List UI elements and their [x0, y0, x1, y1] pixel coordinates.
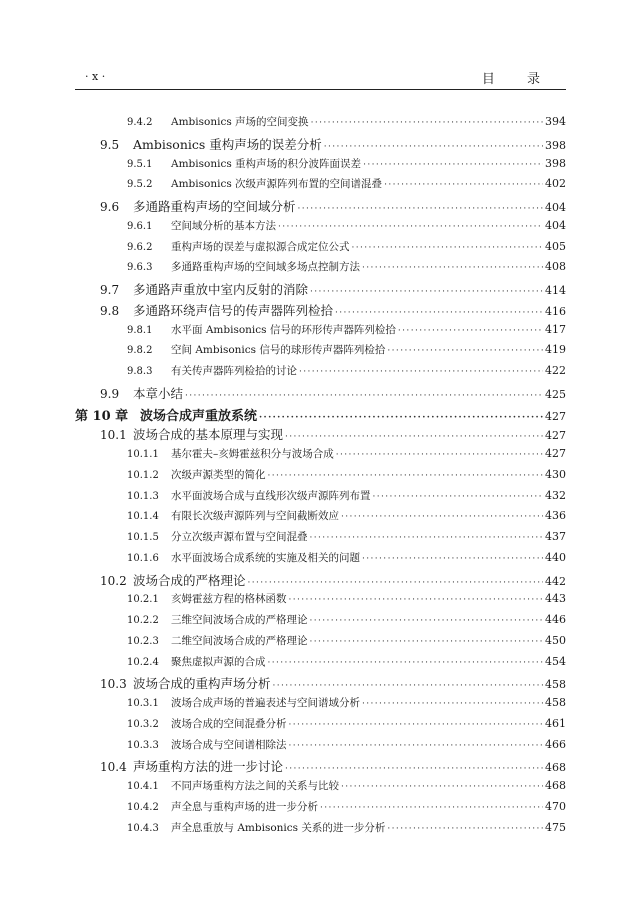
- dot-leader: [289, 741, 544, 751]
- toc-entry-title: 分立次级声源布置与空间混叠: [171, 531, 308, 543]
- toc-entry-page: 437: [545, 530, 566, 543]
- toc-entry-number: 9.8.2: [127, 345, 153, 357]
- toc-entry-title: 不同声场重构方法之间的关系与比较: [171, 780, 339, 792]
- dot-leader: [310, 287, 543, 297]
- toc-entry[interactable]: [75, 654, 566, 675]
- toc-entry[interactable]: [75, 239, 566, 260]
- dot-leader: [268, 658, 544, 668]
- toc-entry-number: 9.4.2: [127, 117, 153, 128]
- dot-leader: [311, 118, 543, 128]
- dot-leader: [362, 554, 543, 564]
- toc-entry[interactable]: [75, 633, 566, 654]
- toc-entry[interactable]: [75, 488, 566, 509]
- toc-entry[interactable]: [75, 674, 566, 695]
- toc-entry-page: 470: [545, 799, 566, 813]
- dot-leader: [310, 533, 544, 543]
- toc-entry-number: 10.4: [100, 760, 127, 775]
- toc-entry-title: 基尔霍夫–亥姆霍兹积分与波场合成: [171, 448, 334, 460]
- toc-entry-number: 10.4.2: [127, 801, 159, 813]
- dot-leader: [273, 681, 543, 691]
- toc-entry-page: 405: [545, 239, 566, 253]
- toc-entry-number: 10.3.2: [127, 718, 159, 730]
- toc-entry-page: 446: [545, 613, 566, 626]
- toc-entry-number: 9.6: [100, 200, 120, 214]
- toc-entry-number: 9.6.2: [127, 241, 153, 253]
- toc-entry-page: 454: [545, 654, 566, 668]
- toc-entry-title: 多通路环绕声信号的传声器阵列检拾: [133, 302, 334, 318]
- toc-entry-page: 414: [545, 284, 566, 297]
- toc-entry-number: 10.1.4: [127, 511, 159, 523]
- toc-entry-number: 10.4.3: [127, 822, 159, 834]
- toc-entry-title: 水平面 Ambisonics 信号的环形传声器阵列检拾: [171, 323, 396, 336]
- toc-entry[interactable]: [75, 280, 566, 301]
- toc-entry[interactable]: [75, 508, 566, 529]
- toc-entry-page: 442: [545, 574, 566, 588]
- toc-entry-title: 水平面波场合成系统的实施及相关的问题: [171, 551, 360, 564]
- dot-leader: [324, 142, 543, 152]
- toc-entry-page: 468: [545, 779, 566, 792]
- toc-entry-title: 空间 Ambisonics 信号的球形传声器阵列检拾: [171, 344, 386, 357]
- toc-entry-page: 461: [545, 716, 566, 730]
- toc-entry-number: 9.5.2: [127, 179, 153, 191]
- toc-entry-title: 多通路重构声场的空间域分析: [133, 199, 296, 214]
- toc-entry[interactable]: [75, 591, 566, 612]
- toc-entry-number: 10.3.3: [127, 739, 159, 751]
- toc-entry-page: 419: [545, 343, 566, 357]
- toc-entry-title: 波场合成的重构声场分析: [133, 676, 271, 692]
- toc-entry-title: 有关传声器阵列检拾的讨论: [171, 365, 297, 377]
- toc-entry[interactable]: [75, 820, 566, 841]
- dot-leader: [398, 326, 543, 336]
- toc-entry-page: 408: [545, 260, 566, 274]
- toc-entry-title: Ambisonics 重构声场的积分波阵面误差: [171, 157, 362, 170]
- toc-entry[interactable]: [75, 571, 566, 592]
- toc-entry[interactable]: [75, 467, 566, 488]
- dot-leader: [310, 637, 544, 647]
- toc-entry-title: Ambisonics 次级声源阵列布置的空间谱混叠: [171, 178, 383, 191]
- toc-entry[interactable]: [75, 778, 566, 799]
- dot-leader: [384, 180, 543, 190]
- toc-entry-number: 9.8.3: [127, 366, 153, 377]
- toc-entry-page: 425: [545, 387, 566, 401]
- toc-entry[interactable]: [75, 799, 566, 820]
- toc-entry-title: 多通路重构声场的空间域多场点控制方法: [171, 261, 360, 274]
- toc-entry-title: 声全息与重构声场的进一步分析: [171, 800, 318, 813]
- toc-entry-number: 10.2.3: [127, 635, 159, 647]
- toc-entry-page: 402: [545, 177, 566, 191]
- toc-entry-page: 427: [545, 447, 566, 460]
- toc-entry-title: 三维空间波场合成的严格理论: [171, 614, 308, 626]
- toc-entry-title: 重构声场的误差与虚拟源合成定位公式: [171, 240, 350, 253]
- toc-entry[interactable]: [75, 757, 566, 778]
- dot-leader: [335, 308, 543, 318]
- dot-leader: [341, 782, 543, 792]
- toc-entry-title: 波场合成的空间混叠分析: [171, 717, 287, 730]
- toc-entry[interactable]: [75, 446, 566, 467]
- toc-entry-number: 9.5: [100, 137, 120, 152]
- header-rule: [75, 89, 566, 90]
- toc-entry-page: 450: [545, 633, 566, 647]
- toc-entry[interactable]: [75, 716, 566, 737]
- toc-entry[interactable]: [75, 363, 566, 384]
- toc-entry-number: 10.1.2: [127, 469, 159, 481]
- dot-leader: [362, 263, 543, 273]
- toc-entry[interactable]: [75, 384, 566, 405]
- toc-entry[interactable]: [75, 405, 566, 426]
- table-of-contents: [75, 114, 566, 840]
- toc-entry[interactable]: [75, 529, 566, 550]
- dot-leader: [298, 204, 543, 214]
- dot-leader: [285, 432, 543, 442]
- toc-entry-title: 聚焦虚拟声源的合成: [171, 655, 266, 668]
- toc-entry-number: 10.4.1: [127, 781, 159, 792]
- toc-entry-page: 432: [545, 488, 566, 502]
- toc-entry-title: 多通路声重放中室内反射的消除: [133, 282, 309, 297]
- toc-entry[interactable]: [75, 135, 566, 156]
- toc-entry-title: 波场合成与空间谱相除法: [171, 738, 287, 751]
- toc-entry[interactable]: [75, 156, 566, 177]
- dot-leader: [363, 160, 543, 170]
- toc-entry-page: 458: [545, 678, 566, 692]
- toc-entry-number: 9.6.3: [127, 262, 153, 274]
- toc-entry-page: 417: [545, 322, 566, 336]
- toc-entry-page: 422: [545, 364, 566, 377]
- toc-entry-title: 二维空间波场合成的严格理论: [171, 634, 308, 647]
- toc-entry-number: 9.6.1: [127, 220, 153, 232]
- toc-entry-title: 声全息重放与 Ambisonics 关系的进一步分析: [171, 821, 386, 834]
- toc-entry-number: 10.1.1: [127, 449, 159, 460]
- toc-entry-number: 10.2.4: [127, 656, 159, 668]
- toc-entry-title: 波场合成声场的普遍表述与空间谱域分析: [171, 697, 360, 709]
- toc-entry[interactable]: [75, 322, 566, 343]
- toc-entry-number: 9.8: [100, 303, 120, 318]
- dot-leader: [285, 764, 543, 774]
- dot-leader: [278, 222, 543, 232]
- toc-entry[interactable]: [75, 197, 566, 218]
- toc-entry[interactable]: [75, 301, 566, 322]
- toc-entry-page: 466: [545, 737, 566, 751]
- toc-entry[interactable]: [75, 342, 566, 363]
- toc-entry[interactable]: [75, 550, 566, 571]
- section-title: 目 录: [481, 72, 554, 87]
- toc-entry-number: 10.1.3: [127, 490, 159, 502]
- toc-entry-number: 10.1.5: [127, 532, 159, 543]
- page-number-roman: · x ·: [85, 70, 106, 83]
- toc-entry-page: 394: [545, 115, 566, 128]
- dot-leader: [299, 367, 543, 377]
- toc-entry-title: Ambisonics 重构声场的误差分析: [133, 136, 322, 152]
- toc-entry-page: 443: [545, 592, 566, 606]
- toc-entry[interactable]: [75, 114, 566, 135]
- toc-entry-title: 有限长次级声源阵列与空间截断效应: [171, 510, 339, 523]
- toc-entry-number: 10.3: [100, 677, 127, 692]
- toc-entry-title: 次级声源类型的简化: [171, 468, 266, 481]
- toc-entry-title: 波场合成的基本原理与实现: [133, 427, 284, 443]
- toc-entry-number: 9.5.1: [127, 158, 153, 170]
- toc-entry-page: 430: [545, 467, 566, 481]
- toc-entry-page: 468: [545, 761, 566, 775]
- toc-entry-number: 9.7: [100, 283, 120, 297]
- toc-entry-number: 9.9: [100, 386, 120, 401]
- dot-leader: [289, 595, 544, 605]
- toc-entry-title: 声场重构方法的进一步讨论: [133, 759, 284, 775]
- dot-leader: [310, 616, 544, 626]
- toc-entry-page: 458: [545, 696, 566, 709]
- toc-entry-page: 440: [545, 550, 566, 564]
- toc-entry[interactable]: [75, 176, 566, 197]
- toc-entry-number: 10.2.2: [127, 615, 159, 626]
- toc-entry-number: 10.1.6: [127, 552, 159, 564]
- toc-entry-number: 10.2.1: [127, 594, 159, 606]
- toc-entry-title: 水平面波场合成与直线形次级声源阵列布置: [171, 489, 371, 502]
- toc-entry[interactable]: [75, 259, 566, 280]
- dot-leader: [387, 346, 543, 356]
- toc-entry-title: Ambisonics 声场的空间变换: [171, 116, 309, 128]
- toc-entry-title: 亥姆霍兹方程的格林函数: [171, 593, 287, 606]
- dot-leader: [336, 450, 543, 460]
- toc-entry-page: 404: [545, 201, 566, 214]
- toc-entry-title: 波场合成的严格理论: [133, 572, 246, 588]
- toc-entry-number: 9.8.1: [127, 324, 153, 336]
- toc-entry-page: 427: [545, 429, 566, 443]
- toc-entry-page: 416: [545, 304, 566, 318]
- toc-entry-page: 398: [545, 156, 566, 170]
- toc-entry-number: 10.2: [100, 573, 127, 588]
- toc-entry-number: 10.3.1: [127, 698, 159, 709]
- toc-entry[interactable]: [75, 737, 566, 758]
- toc-entry-number: 10.1: [100, 428, 127, 443]
- dot-leader: [387, 824, 543, 834]
- toc-entry-title: 本章小结: [133, 385, 184, 401]
- toc-entry-title: 空间域分析的基本方法: [171, 219, 276, 232]
- toc-entry-page: 436: [545, 509, 566, 523]
- toc-entry-page: 398: [545, 138, 566, 152]
- dot-leader: [352, 243, 544, 253]
- toc-entry[interactable]: [75, 425, 566, 446]
- toc-entry-number: 第 10 章: [75, 408, 129, 424]
- dot-leader: [268, 471, 544, 481]
- dot-leader: [341, 512, 543, 522]
- dot-leader: [185, 391, 543, 401]
- dot-leader: [362, 699, 543, 709]
- toc-entry-page: 475: [545, 820, 566, 834]
- toc-entry-page: 404: [545, 218, 566, 232]
- page-header: [75, 68, 566, 88]
- dot-leader: [289, 720, 544, 730]
- toc-entry-title: 波场合成声重放系统: [140, 408, 258, 424]
- toc-entry-page: 427: [545, 409, 566, 423]
- dot-leader: [248, 578, 543, 588]
- dot-leader: [320, 803, 543, 813]
- toc-entry[interactable]: [75, 695, 566, 716]
- dot-leader: [373, 492, 544, 502]
- dot-leader: [259, 413, 543, 423]
- toc-entry[interactable]: [75, 612, 566, 633]
- toc-entry[interactable]: [75, 218, 566, 239]
